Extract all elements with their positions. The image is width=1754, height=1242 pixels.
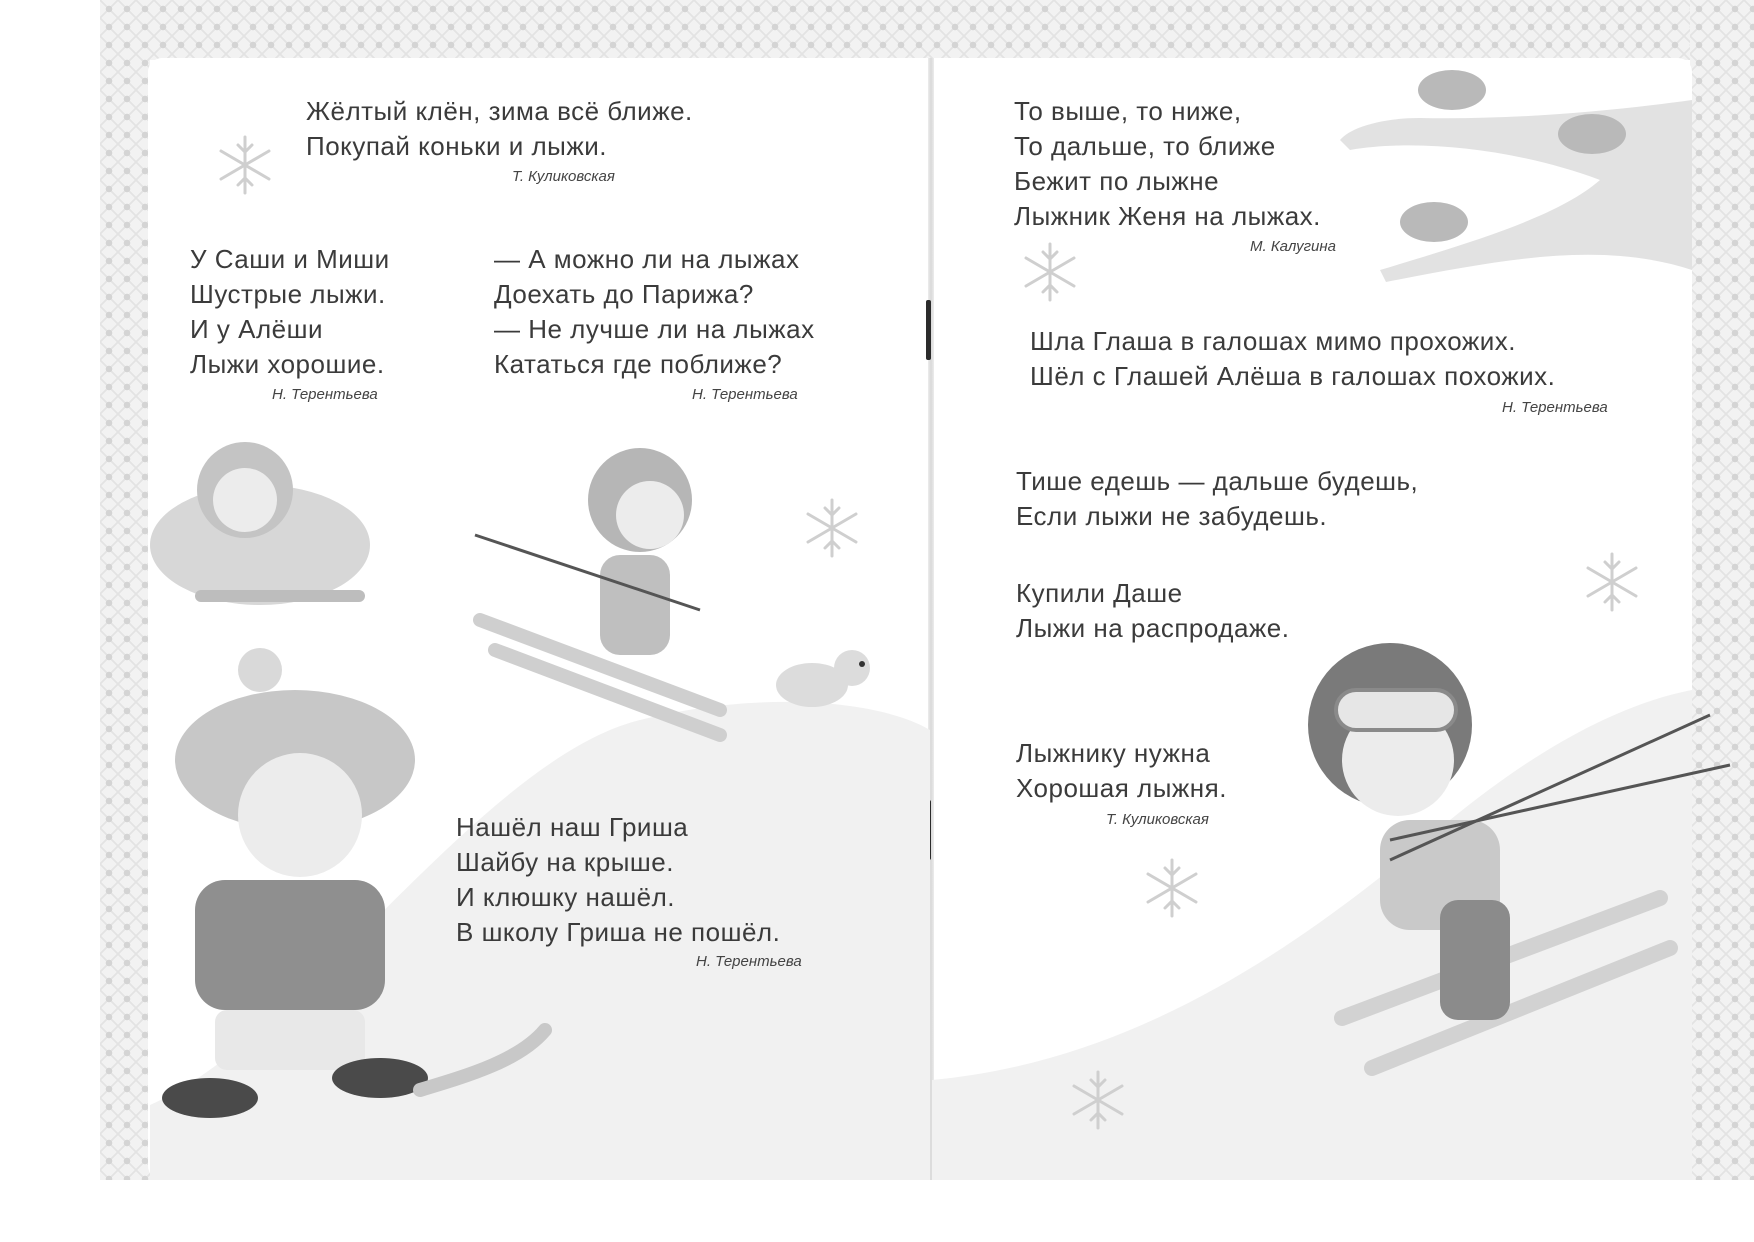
poem-line: Бежит по лыжне: [1014, 166, 1220, 196]
poem-sasha-misha: [190, 242, 390, 382]
poem-line: Шустрые лыжи.: [190, 279, 386, 309]
poem-line: То дальше, то ближе: [1014, 131, 1276, 161]
poem-dasha: [1016, 576, 1290, 646]
poem-line: Купили Даше: [1016, 578, 1183, 608]
poem-line: Лыжник Женя на лыжах.: [1014, 201, 1321, 231]
snowflake-icon: [808, 500, 856, 556]
snowflake-icon: [1588, 554, 1636, 610]
poem-paris: [494, 242, 815, 382]
poem-author: Н. Терентьева: [1502, 399, 1608, 416]
poem-author: Н. Терентьева: [692, 386, 798, 403]
snowflake-icon: [1148, 860, 1196, 916]
poem-line: — Не лучше ли на лыжах: [494, 314, 815, 344]
poem-line: Кататься где поближе?: [494, 349, 783, 379]
poem-line: Если лыжи не забудешь.: [1016, 501, 1328, 531]
poem-line: И у Алёши: [190, 314, 323, 344]
snowflake-icon: [221, 137, 269, 193]
snowflake-icon: [1026, 244, 1074, 300]
poem-line: В школу Гриша не пошёл.: [456, 917, 781, 947]
skiing-boy-illustration: [475, 448, 720, 735]
poem-quieter: [1016, 464, 1418, 534]
poem-line: Тише едешь — дальше будешь,: [1016, 466, 1419, 496]
poem-author: Т. Куликовская: [1106, 811, 1209, 828]
poem-line: Лыжи хорошие.: [190, 349, 385, 379]
poem-line: Шёл с Глашей Алёша в галошах похожих.: [1030, 361, 1556, 391]
poem-author: Н. Терентьева: [272, 386, 378, 403]
poem-line: Лыжи на распродаже.: [1016, 613, 1290, 643]
poem-line: Покупай коньки и лыжи.: [306, 131, 607, 161]
poem-line: Шайбу на крыше.: [456, 847, 674, 877]
scan-bottom-margin: [0, 1180, 1754, 1242]
poem-ski-track: [1016, 736, 1227, 806]
poem-higher-lower: [1014, 94, 1321, 234]
poem-line: То выше, то ниже,: [1014, 96, 1242, 126]
poem-line: Нашёл наш Гриша: [456, 812, 689, 842]
poem-line: Шла Глаша в галошах мимо прохожих.: [1030, 326, 1517, 356]
dog-illustration: [776, 650, 870, 707]
poem-line: Доехать до Парижа?: [494, 279, 754, 309]
tree-branch-with-birds: [1340, 70, 1692, 282]
poem-grisha: [456, 810, 780, 950]
poem-line: У Саши и Миши: [190, 244, 390, 274]
poem-author: Т. Куликовская: [512, 168, 615, 185]
poem-yellow-maple: [306, 94, 693, 164]
poem-line: — А можно ли на лыжах: [494, 244, 800, 274]
poem-author: Н. Терентьева: [696, 953, 802, 970]
poem-line: Лыжнику нужна: [1016, 738, 1211, 768]
poem-line: Жёлтый клён, зима всё ближе.: [306, 96, 693, 126]
poem-author: М. Калугина: [1250, 238, 1336, 255]
child-on-sled-illustration: [150, 442, 370, 605]
poem-line: И клюшку нашёл.: [456, 882, 676, 912]
poem-line: Хорошая лыжня.: [1016, 773, 1227, 803]
poem-glasha: [1030, 324, 1555, 394]
